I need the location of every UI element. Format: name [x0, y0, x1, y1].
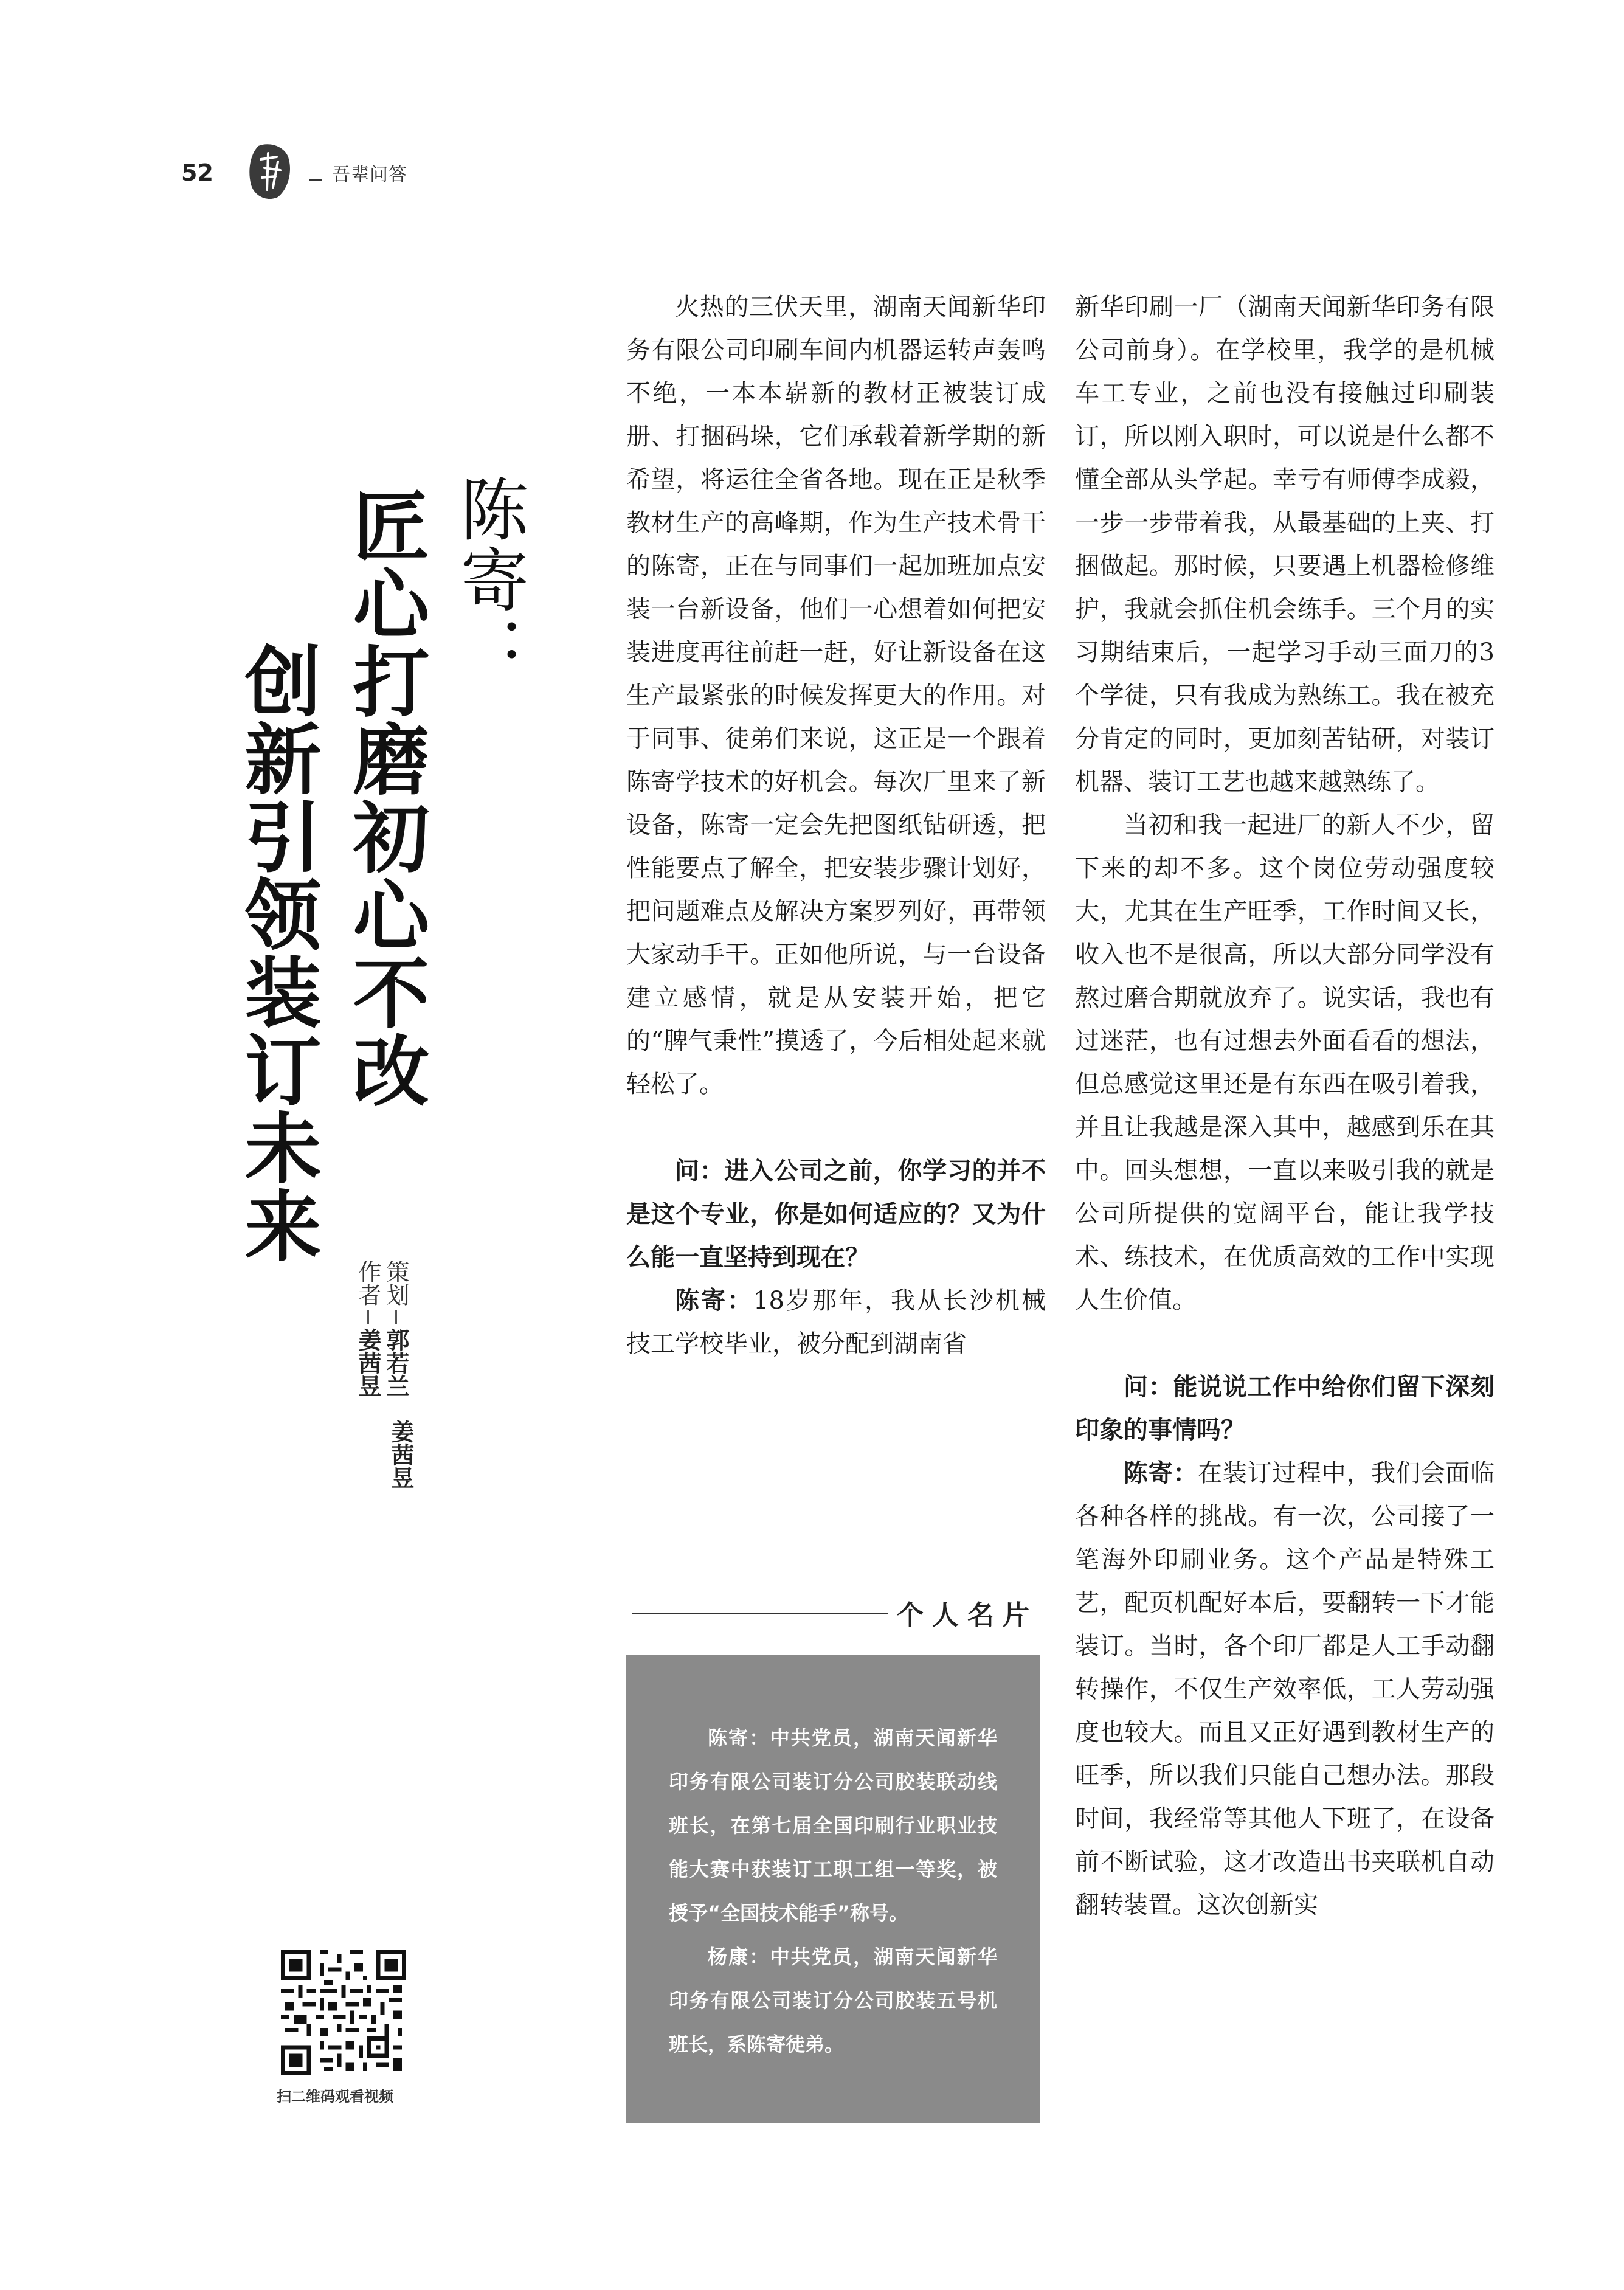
question-1: 问：进入公司之前，你学习的并不是这个专业，你是如何适应的？又为什么能一直坚持到现在？	[626, 1157, 1046, 1271]
planner-label: 策划	[382, 1260, 409, 1306]
credit-author	[356, 1260, 379, 1397]
answer-1-text: 18岁那年，我从长沙机械技工学校毕业，被分配到湖南省	[626, 1287, 1046, 1358]
title-line-1: 匠心打磨初心不改	[340, 486, 430, 1109]
answer-1-speaker: 陈寄：	[675, 1286, 754, 1315]
planner-name: 郭若兰	[382, 1328, 409, 1397]
profile-card	[626, 1655, 1040, 2123]
profile-heading-rule	[632, 1613, 888, 1614]
qr-code-icon[interactable]	[281, 1950, 406, 2075]
credit-divider	[367, 1310, 369, 1324]
answer-2-text: 在装订过程中，我们会面临各种各样的挑战。有一次，公司接了一笔海外印刷业务。这个产品是特殊工艺，配页机配好本后，要翻转一下才能装订。当时，各个印厂都是人工手动翻转操作，不仅生产效率低，工人劳动强度也较大。而且又正好遇到教材生产的旺季，所以我们只能自己想办法。那段时间，我经常等其他人下班了，在设备前不断试验，这才改造出书夹联机自动翻转装置。这次创新实	[1075, 1459, 1495, 1919]
author-name: 姜茜昱	[354, 1328, 381, 1397]
answer-1-continued: 新华印刷一厂（湖南天闻新华印务有限公司前身）。在学校里，我学的是机械车工专业，之前也没有接触过印刷装订，所以刚入职时，可以说是什么都不懂全部从头学起。幸亏有师傅李成毅，一步一步带着我，从最基础的上夹、打捆做起。那时候，只要遇上机器检修维护，我就会抓住机会练手。三个月的实习期结束后，一起学习手动三面刀的3个学徒，只有我成为熟练工。我在被充分肯定的同时，更加刻苦钻研，对装订机器、装订工艺也越来越熟练了。	[1075, 293, 1494, 796]
profile-yang-kang: 杨康：中共党员，湖南天闻新华印务有限公司装订分公司胶装五号机班长，系陈寄徒弟。	[669, 1945, 997, 2056]
title-person-name: 陈寄：	[449, 474, 528, 686]
page-number: 52	[181, 159, 213, 186]
answer-1-paragraph-2: 当初和我一起进厂的新人不少，留下来的却不多。这个岗位劳动强度较大，尤其在生产旺季，工作时间又长，收入也不是很高，所以大部分同学没有熬过磨合期就放弃了。说实话，我也有过迷茫，也有过想去外面看看的想法，但总感觉这里还是有东西在吸引着我，并且让我越是深入其中，越感到乐在其中。回头想想，一直以来吸引我的就是公司所提供的宽阔平台，能让我学技术、练技术，在优质高效的工作中实现人生价值。	[1075, 811, 1494, 1314]
article-column-2	[1075, 286, 1494, 1927]
section-name: 吾辈问答	[332, 164, 407, 185]
profile-chen-ji: 陈寄：中共党员，湖南天闻新华印务有限公司装订分公司胶装联动线班长，在第七届全国印刷行业职业技能大赛中获装订工职工组一等奖，被授予“全国技术能手”称号。	[669, 1726, 997, 1925]
answer-2-speaker: 陈寄：	[1124, 1459, 1198, 1487]
profile-heading: 个人名片	[897, 1600, 1038, 1631]
title-line-2: 创新引领装订未来	[232, 642, 322, 1264]
credit-extra-name: 姜茜昱	[387, 1420, 414, 1489]
answer-2	[1075, 1451, 1494, 1927]
intro-paragraph: 火热的三伏天里，湖南天闻新华印务有限公司印刷车间内机器运转声轰鸣不绝，一本本崭新的教材正被装订成册、打捆码垛，它们承载着新学期的新希望，将运往全省各地。现在正是秋季教材生产的高峰期，作为生产技术骨干的陈寄，正在与同事们一起加班加点安装一台新设备，他们一心想着如何把安装进度再往前赶一赶，好让新设备在这生产最紧张的时候发挥更大的作用。对于同事、徒弟们来说，这正是一个跟着陈寄学技术的好机会。每次厂里来了新设备，陈寄一定会先把图纸钻研透，把性能要点了解全，把安装步骤计划好，把问题难点及解决方案罗列好，再带领大家动手干。正如他所说，与一台设备建立感情，就是从安装开始，把它的“脾气秉性”摸透了，今后相处起来就轻松了。	[626, 293, 1046, 1098]
article-column-1	[626, 286, 1046, 1366]
qr-caption: 扫二维码观看视频	[277, 2088, 393, 2105]
credit-planner	[384, 1260, 407, 1397]
author-label: 作者	[354, 1260, 381, 1306]
answer-1	[626, 1279, 1046, 1366]
credit-divider	[395, 1310, 397, 1324]
question-2: 问：能说说工作中给你们留下深刻印象的事情吗？	[1075, 1372, 1494, 1444]
header-divider	[309, 179, 322, 181]
seal-logo-icon	[246, 141, 294, 202]
